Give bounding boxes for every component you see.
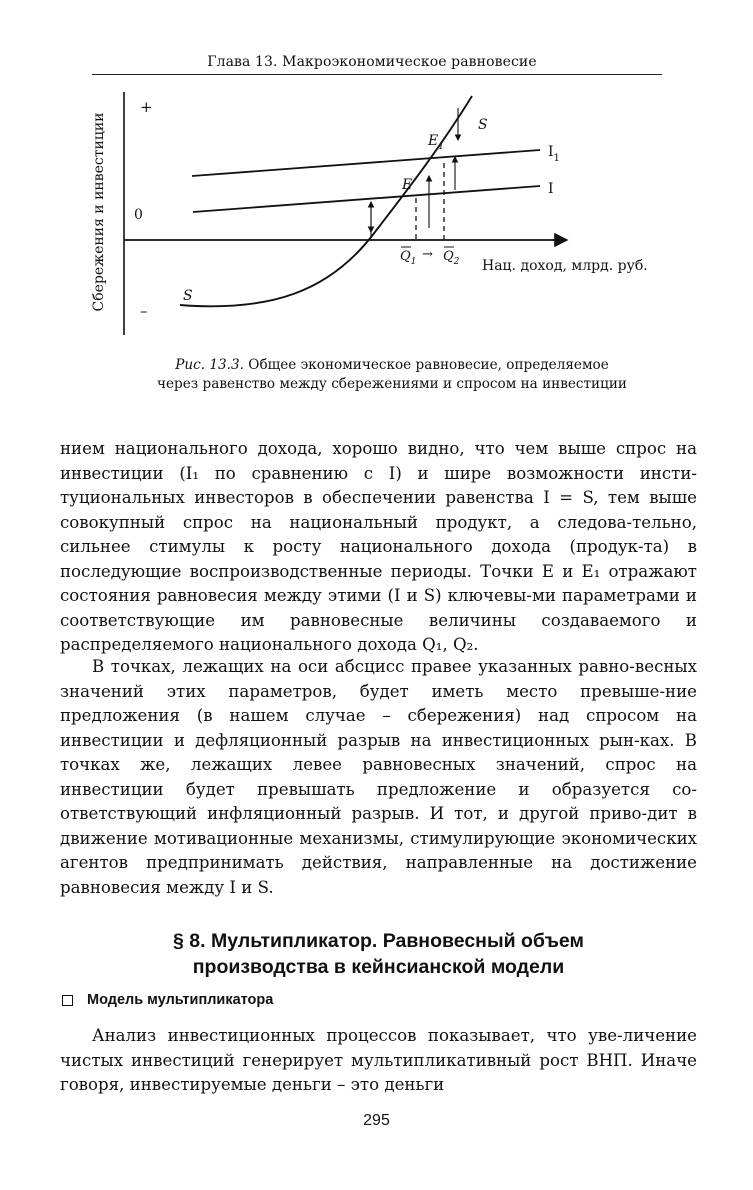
figure-savings-investment	[80, 82, 680, 347]
paragraph-3-text: Анализ инвестиционных процессов показывает, что уве-личение чистых инвестиций генерирует мультипликативный рост ВНП. Иначе говоря, инвестируемые деньги – это деньги	[60, 1026, 697, 1094]
line-i-label: I	[548, 181, 554, 197]
caption-figure-number: Рис. 13.3.	[175, 357, 244, 373]
paragraph-2-text: В точках, лежащих на оси абсцисс правее указанных равно-весных значений этих параметров, будет иметь место превыше-ние предложения (в нашем случае – сбережения) над спросом на инвестиции и дефляционный разрыв на инвестиционных рын-ках. В точках же, лежащих левее равновесных значений, спрос на инвестиции будет превышать предложение и образуется со-ответствующий инфляционный разрыв. И тот, и другой приво-дит в движение мотивационные механизмы, стимулирующие экономических агентов предпринимать действия, направленные на достижение равновесия между I и S.	[60, 657, 697, 897]
q2-label: $Q_2$	[443, 249, 460, 267]
y-minus-sign: –	[140, 302, 148, 320]
subsection-title: Модель мультипликатора	[87, 992, 274, 1008]
caption-line-2: через равенство между сбережениями и спросом на инвестиции	[157, 376, 627, 392]
checkbox-icon	[62, 995, 73, 1006]
subsection-heading	[62, 992, 273, 1008]
q-arrow: →	[422, 247, 433, 262]
paragraph-1-text: нием национального дохода, хорошо видно, что чем выше спрос на инвестиции (I₁ по сравнению с I) и шире возможности инсти-туциональных инвесторов в обеспечении равенства I = S, тем выше совокупный спрос на национальный продукт, а следова-тельно, сильнее стимулы к росту национального дохода (продук-та) в последующие воспроизводственные периоды. Точки E и E₁ отражают состояния равновесия между этими (I и S) ключевы-ми параметрами и соответствующие им равновесные величины создаваемого и распределяемого национального дохода Q₁, Q₂.	[60, 439, 697, 654]
point-e1-label: $E_1$	[428, 133, 444, 152]
section-title	[60, 928, 697, 980]
caption-line-1: Общее экономическое равновесие, определяемое	[248, 357, 609, 373]
line-i1	[192, 150, 540, 176]
line-i1-label: $I_1$	[548, 144, 560, 164]
q1-label: $Q_1$	[400, 249, 417, 267]
point-e-label: E	[402, 177, 413, 193]
curve-s-label-top: S	[478, 117, 488, 133]
curve-s-label-bottom: S	[183, 288, 193, 304]
y-plus-sign: +	[140, 98, 153, 116]
paragraph-3	[60, 1024, 697, 1098]
section-title-line-1: § 8. Мультипликатор. Равновесный объем	[173, 930, 584, 952]
paragraph-1	[60, 437, 697, 658]
page-number: 295	[363, 1112, 390, 1129]
paragraph-2	[60, 655, 697, 900]
x-axis-label: Нац. доход, млрд. руб.	[482, 258, 648, 274]
figure-caption	[92, 356, 692, 394]
line-i	[193, 186, 540, 212]
y-zero-label: 0	[134, 207, 143, 223]
y-axis-label: Сбережения и инвестиции	[91, 112, 107, 312]
running-head: Глава 13. Макроэкономическое равновесие	[207, 54, 537, 70]
section-title-line-2: производства в кейнсианской модели	[192, 956, 565, 978]
header-rule	[92, 74, 662, 75]
